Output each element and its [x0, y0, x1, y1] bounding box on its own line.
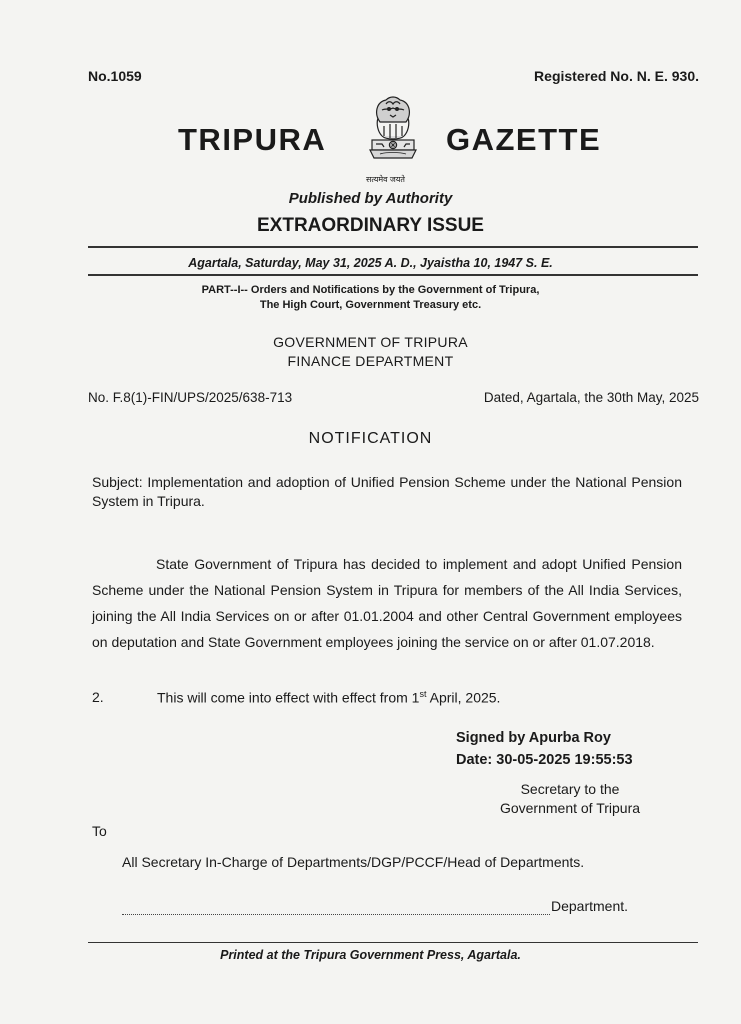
to-label: To — [92, 823, 107, 839]
designation-line-2: Government of Tripura — [499, 800, 641, 816]
part-heading — [0, 283, 741, 313]
department-suffix: Department. — [551, 898, 629, 914]
subject-text: Subject: Implementation and adoption of Unified Pension Scheme under the National Pension System in Tripura. — [92, 474, 682, 509]
emblem-motto: सत्यमेव जयते — [366, 175, 405, 184]
published-by: Published by Authority — [288, 190, 453, 207]
paragraph-2-number: 2. — [92, 689, 104, 705]
recipients: All Secretary In-Charge of Departments/DGP/PCCF/Head of Departments. — [122, 854, 585, 870]
paragraph-2 — [157, 689, 500, 706]
national-emblem-icon — [360, 92, 426, 184]
masthead-gazette: GAZETTE — [446, 122, 602, 157]
paragraph-1: State Government of Tripura has decided to implement and adopt Unified Pension Scheme under the National Pension System in Tripura for members of the All India Services, joining the All India Services on or after 01.01.2004 and other Central Government employees on deputation and State Government employees joining the service on or after 01.07.2018. — [92, 556, 682, 650]
divider-top — [88, 246, 698, 248]
divider-bottom — [88, 274, 698, 276]
paragraph-2-text-end: April, 2025. — [426, 689, 501, 706]
masthead-tripura: TRIPURA — [178, 122, 327, 157]
gazette-number: No.1059 — [88, 68, 142, 84]
issue-type: EXTRAORDINARY ISSUE — [257, 215, 484, 236]
printed-at: Printed at the Tripura Government Press, Agartala. — [220, 948, 521, 962]
department-name: FINANCE DEPARTMENT — [287, 353, 454, 369]
dated-line: Dated, Agartala, the 30th May, 2025 — [483, 390, 699, 405]
signature-date: Date: 30-05-2025 19:55:53 — [456, 752, 633, 768]
designation — [470, 780, 670, 818]
digital-signature — [456, 727, 633, 771]
department-heading — [0, 333, 741, 371]
department-blank-line — [122, 914, 550, 915]
part-line-2: The High Court, Government Treasury etc. — [259, 299, 482, 311]
government-name: GOVERNMENT OF TRIPURA — [273, 334, 468, 350]
signed-by: Signed by Apurba Roy — [456, 730, 611, 746]
part-line-1: PART--I-- Orders and Notifications by the Government of Tripura, — [201, 284, 540, 296]
footer-divider — [88, 942, 698, 943]
notification-heading: NOTIFICATION — [308, 430, 433, 447]
file-number: No. F.8(1)-FIN/UPS/2025/638-713 — [88, 390, 293, 405]
registered-number: Registered No. N. E. 930. — [534, 68, 699, 84]
paragraph-2-superscript: st — [419, 689, 427, 699]
designation-line-1: Secretary to the — [520, 781, 620, 797]
paragraph-2-text: This will come into effect with effect from 1 — [157, 689, 420, 706]
dateline: Agartala, Saturday, May 31, 2025 A. D., Jyaistha 10, 1947 S. E. — [188, 256, 553, 270]
